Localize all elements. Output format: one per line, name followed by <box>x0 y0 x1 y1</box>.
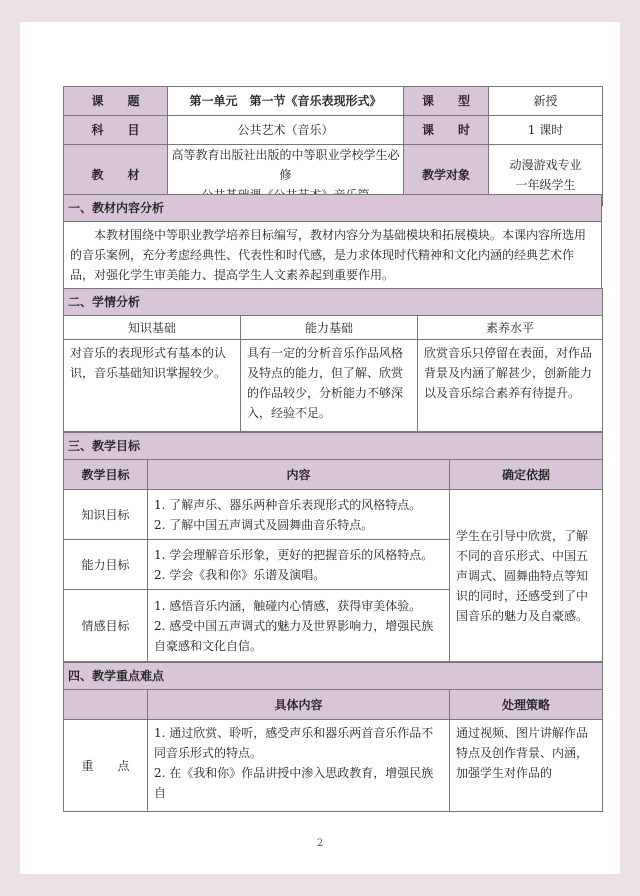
literacy-level-cell: 欣赏音乐只停留在表面，对作品背景及内涵了解甚少，创新能力以及音乐综合素养有待提升。 <box>418 340 603 432</box>
column-header: 能力基础 <box>241 316 418 340</box>
key-point-label: 重 点 <box>64 720 148 812</box>
key-point-item: 1. 通过欣赏、聆听，感受声乐和器乐两首音乐作品不同音乐形式的特点。 <box>154 726 434 760</box>
content-column-header: 具体内容 <box>148 690 450 720</box>
key-point-content <box>148 720 450 812</box>
page-number: 2 <box>316 838 324 849</box>
lesson-info-table <box>63 86 603 206</box>
course-label: 课 题 <box>64 87 168 116</box>
key-point-strategy: 通过视频、图片讲解作品特点及创作背景、内涵，加强学生对作品的 <box>450 720 603 812</box>
blank-header <box>64 690 148 720</box>
basis-column-header: 确定依据 <box>450 460 603 490</box>
goal-item: 1. 感悟音乐内涵，触碰内心情感，获得审美体验。 <box>154 598 422 613</box>
section-title: 二、学情分析 <box>64 289 603 316</box>
section-title: 四、教学重点难点 <box>64 663 603 690</box>
subject-value: 公共艺术（音乐） <box>168 116 404 145</box>
section-student-analysis <box>63 288 603 432</box>
goal-label: 能力目标 <box>64 540 148 590</box>
section-title: 一、教材内容分析 <box>64 195 602 222</box>
column-header: 知识基础 <box>64 316 241 340</box>
goal-item: 2. 学会《我和你》乐谱及演唱。 <box>154 567 326 582</box>
section-key-difficult-points <box>63 662 603 812</box>
section-body: 本教材围绕中等职业教学培养目标编写，教材内容分为基础模块和拓展模块。本课内容所选用的音乐案例，充分考虑经典性、代表性和时代感，是力求体现时代精神和文化内涵的经典艺术作品，对强化学生审美能力、提高学生人文素养起到重要作用。 <box>64 222 602 289</box>
hours-label: 课 时 <box>404 116 489 145</box>
textbook-label: 教 材 <box>64 145 168 206</box>
strategy-column-header: 处理策略 <box>450 690 603 720</box>
goal-label: 知识目标 <box>64 490 148 540</box>
section-teaching-goals <box>63 432 603 662</box>
goal-column-header: 教学目标 <box>64 460 148 490</box>
goal-item: 2. 感受中国五声调式的魅力及世界影响力，增强民族自豪感和文化自信。 <box>154 618 434 653</box>
goal-content <box>148 490 450 540</box>
subject-label: 科 目 <box>64 116 168 145</box>
goal-content <box>148 590 450 662</box>
type-value: 新授 <box>489 87 603 116</box>
goal-item: 1. 了解声乐、器乐两种音乐表现形式的风格特点。 <box>154 497 422 512</box>
goal-content <box>148 540 450 590</box>
ability-base-cell: 具有一定的分析音乐作品风格及特点的能力，但了解、欣赏的作品较少，分析能力不够深入，经验不足。 <box>241 340 418 432</box>
key-point-item: 2. 在《我和你》作品讲授中渗入思政教育，增强民族自 <box>154 766 434 800</box>
document-page <box>20 22 620 874</box>
type-label: 课 型 <box>404 87 489 116</box>
course-value: 第一单元 第一节《音乐表现形式》 <box>168 87 404 116</box>
audience-line-2: 一年级学生 <box>515 178 576 192</box>
hours-value: 1 课时 <box>489 116 603 145</box>
section-textbook-analysis <box>63 194 602 289</box>
goal-item: 1. 学会理解音乐形象，更好的把握音乐的风格特点。 <box>154 547 434 562</box>
column-header: 素养水平 <box>418 316 603 340</box>
knowledge-base-cell: 对音乐的表现形式有基本的认识，音乐基础知识掌握较少。 <box>64 340 241 432</box>
content-column-header: 内容 <box>148 460 450 490</box>
section-title: 三、教学目标 <box>64 433 603 460</box>
audience-line-1: 动漫游戏专业 <box>509 158 582 172</box>
goal-basis: 学生在引导中欣赏，了解不同的音乐形式、中国五声调式、圆舞曲特点等知识的同时，还感受到了中国音乐的魅力及自豪感。 <box>450 490 603 662</box>
goal-item: 2. 了解中国五声调式及圆舞曲音乐特点。 <box>154 517 374 532</box>
audience-label: 教学对象 <box>404 145 489 206</box>
textbook-line-1: 高等教育出版社出版的中等职业学校学生必修 <box>171 148 400 182</box>
goal-label: 情感目标 <box>64 590 148 662</box>
